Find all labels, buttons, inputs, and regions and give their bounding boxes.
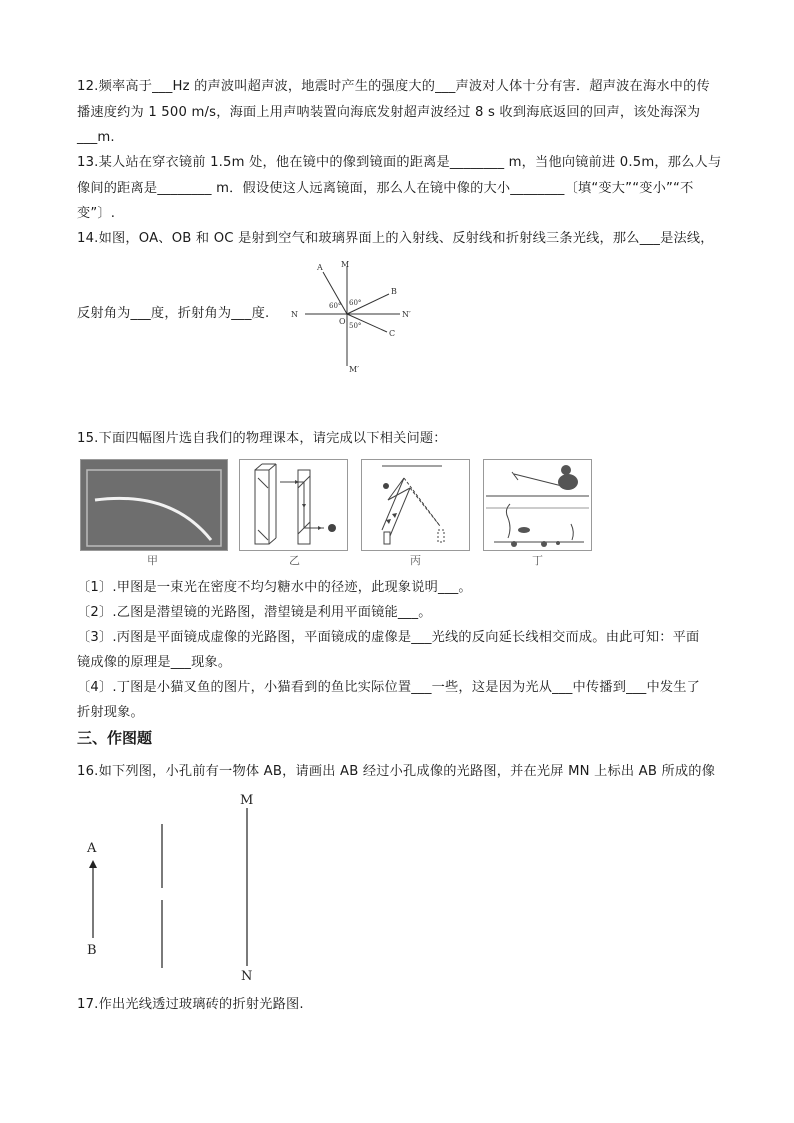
sugar-water-light-path bbox=[81, 460, 227, 550]
figure-bing-panel bbox=[361, 459, 470, 551]
caption-jia: 甲 bbox=[147, 554, 158, 567]
label-c: C bbox=[389, 329, 396, 338]
q13-line2: 像间的距离是________ m．假设使这人远离镜面，那么人在镜中像的大小________〔填“变大”“变小”“不 bbox=[77, 181, 694, 196]
angle-50: 50° bbox=[349, 322, 362, 330]
caption-bing: 丙 bbox=[410, 554, 421, 567]
label-m16: M bbox=[240, 793, 254, 808]
section-title: 三、作图题 bbox=[77, 729, 153, 747]
cat-fishing-diagram bbox=[484, 460, 591, 550]
label-a16: A bbox=[87, 841, 97, 856]
figure-jia-panel bbox=[80, 459, 228, 551]
angle-60-right: 60° bbox=[349, 299, 362, 307]
caption-ding: 丁 bbox=[532, 554, 543, 567]
pinhole-diagram bbox=[80, 788, 280, 983]
label-a: A bbox=[317, 263, 323, 272]
q15-sub3-line1: 〔3〕.丙图是平面镜成虚像的光路图，平面镜成的虚像是___光线的反向延长线相交而成。由此可知：平面 bbox=[77, 630, 700, 645]
q15-sub2: 〔2〕.乙图是潜望镜的光路图，潜望镜是利用平面镜能___。 bbox=[77, 605, 432, 620]
label-b: B bbox=[391, 287, 397, 296]
q14-line1: 14.如图，OA、OB 和 OC 是射到空气和玻璃界面上的入射线、反射线和折射线三条光线，那么___是法线， bbox=[77, 231, 714, 246]
figure-ding-panel bbox=[483, 459, 592, 551]
plane-mirror-diagram bbox=[362, 460, 469, 550]
q16-text: 16.如下列图，小孔前有一物体 AB，请画出 AB 经过小孔成像的光路图，并在光屏 MN 上标出 AB 所成的像 bbox=[77, 764, 716, 779]
periscope-diagram bbox=[240, 460, 347, 550]
q15-sub4-line2: 折射现象。 bbox=[77, 705, 144, 720]
q13-line1: 13.某人站在穿衣镜前 1.5m 处，他在镜中的像到镜面的距离是________ m，当他向镜前进 0.5m，那么人与 bbox=[77, 155, 722, 170]
label-m: M bbox=[341, 260, 350, 269]
label-o: O bbox=[339, 317, 346, 326]
q14-line2: 反射角为___度，折射角为___度. bbox=[77, 306, 270, 321]
label-b16: B bbox=[87, 943, 97, 958]
q12-line1: 12.频率高于___Hz 的声波叫超声波，地震时产生的强度大的___声波对人体十分有害．超声波在海水中的传 bbox=[77, 79, 710, 94]
q15-sub1: 〔1〕.甲图是一束光在密度不均匀糖水中的径迹，此现象说明___。 bbox=[77, 580, 472, 595]
q12-line2: 播速度约为 1 500 m/s，海面上用声呐装置向海底发射超声波经过 8 s 收到海底返回的回声，该处海深为 bbox=[77, 105, 701, 120]
q14-optics-diagram bbox=[285, 258, 415, 376]
q12-line3: ___m. bbox=[77, 130, 115, 145]
label-n16: N bbox=[241, 969, 253, 983]
label-n2: N′ bbox=[402, 310, 411, 319]
q15-sub4-line1: 〔4〕.丁图是小猫叉鱼的图片，小猫看到的鱼比实际位置___一些，这是因为光从___中传播到___中发生了 bbox=[77, 680, 701, 695]
label-m2: M′ bbox=[349, 365, 360, 374]
caption-yi: 乙 bbox=[289, 554, 300, 567]
q15-intro: 15.下面四幅图片选自我们的物理课本，请完成以下相关问题： bbox=[77, 431, 447, 446]
q17-text: 17.作出光线透过玻璃砖的折射光路图. bbox=[77, 997, 304, 1012]
label-n: N bbox=[291, 310, 298, 319]
angle-60-left: 60° bbox=[329, 302, 342, 310]
figure-yi-panel bbox=[239, 459, 348, 551]
arrow-head bbox=[89, 860, 97, 868]
q13-line3: 变”〕. bbox=[77, 206, 116, 221]
q15-sub3-line2: 镜成像的原理是___现象。 bbox=[77, 655, 232, 670]
